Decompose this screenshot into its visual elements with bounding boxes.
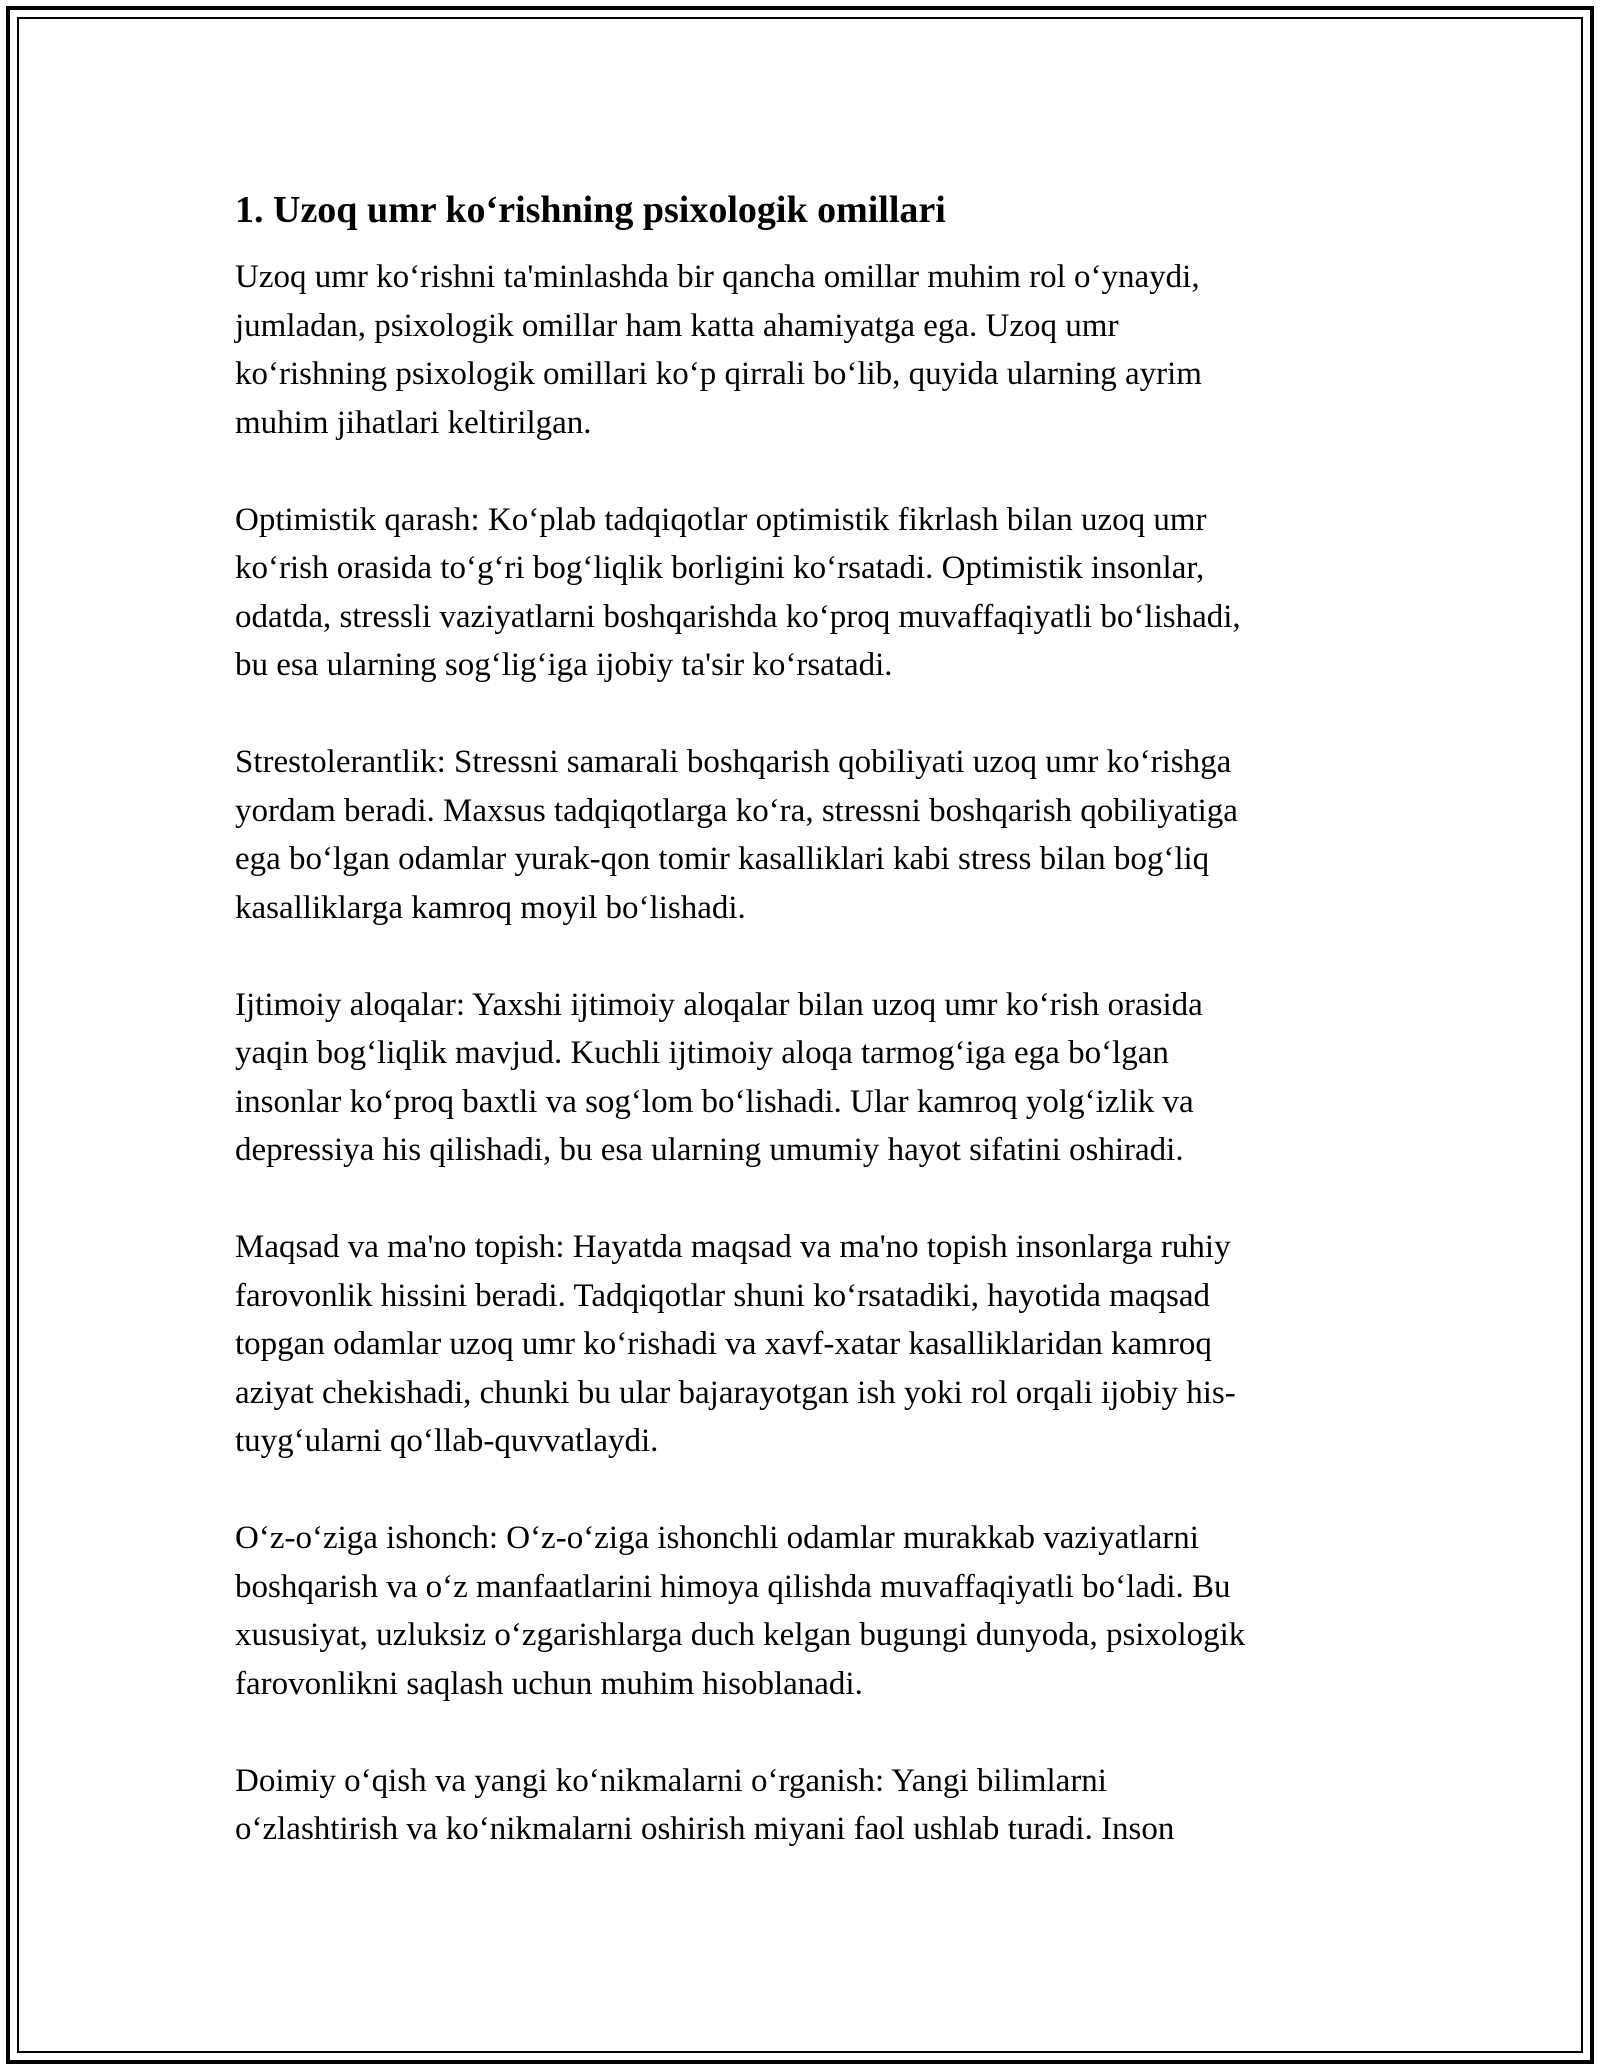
paragraph-purpose-meaning: Maqsad va ma'no topish: Hayatda maqsad va ma'no topish insonlarga ruhiy farovonlik hissini beradi. Tadqiqotlar shuni ko‘rsatadiki, hayotida maqsad topgan odamlar uzoq umr ko‘rishadi va xavf-xatar kasalliklaridan kamroq aziyat chekishadi, chunki bu ular bajarayotgan ish yoki rol orqali ijobiy his- tuyg‘ularni qo‘llab-quvvatlaydi. — [235, 1229, 1236, 1459]
paragraph-self-confidence: O‘z-o‘ziga ishonch: O‘z-o‘ziga ishonchli odamlar murakkab vaziyatlarni boshqarish va o‘z manfaatlarini himoya qilishda muvaffaqiyatli bo‘ladi. Bu xususiyat, uzluksiz o‘zgarishlarga duch kelgan bugungi dunyoda, psixologik farovonlikni saqlash uchun muhim hisoblanadi. — [235, 1520, 1246, 1702]
document-body — [235, 185, 1365, 1854]
paragraph-stress-tolerance: Strestolerantlik: Stressni samarali boshqarish qobiliyati uzoq umr ko‘rishga yordam beradi. Maxsus tadqiqotlarga ko‘ra, stressni boshqarish qobiliyatiga ega bo‘lgan odamlar yurak-qon tomir kasalliklari kabi stress bilan bog‘liq kasalliklarga kamroq moyil bo‘lishadi. — [235, 744, 1238, 926]
paragraph-social-connections: Ijtimoiy aloqalar: Yaxshi ijtimoiy aloqalar bilan uzoq umr ko‘rish orasida yaqin bog‘liqlik mavjud. Kuchli ijtimoiy aloqa tarmog‘iga ega bo‘lgan insonlar ko‘proq baxtli va sog‘lom bo‘lishadi. Ular kamroq yolg‘izlik va depressiya his qilishadi, bu esa ularning umumiy hayot sifatini oshiradi. — [235, 986, 1203, 1168]
paragraph-optimistic-outlook: Optimistik qarash: Ko‘plab tadqiqotlar optimistik fikrlash bilan uzoq umr ko‘rish orasida to‘g‘ri bog‘liqlik borligini ko‘rsatadi. Optimistik insonlar, odatda, stressli vaziyatlarni boshqarishda ko‘proq muvaffaqiyatli bo‘lishadi, bu esa ularning sog‘lig‘iga ijobiy ta'sir ko‘rsatadi. — [235, 501, 1241, 683]
section-heading: 1. Uzoq umr ko‘rishning psixologik omillari — [235, 189, 946, 231]
paragraph-intro: Uzoq umr ko‘rishni ta'minlashda bir qancha omillar muhim rol o‘ynaydi, jumladan, psixologik omillar ham katta ahamiyatga ega. Uzoq umr ko‘rishning psixologik omillari ko‘p qirrali bo‘lib, quyida ularning ayrim muhim jihatlari keltirilgan. — [235, 259, 1202, 441]
paragraph-continuous-learning: Doimiy o‘qish va yangi ko‘nikmalarni o‘rganish: Yangi bilimlarni o‘zlashtirish va ko‘nikmalarni oshirish miyani faol ushlab turadi. Inson — [235, 1762, 1175, 1847]
